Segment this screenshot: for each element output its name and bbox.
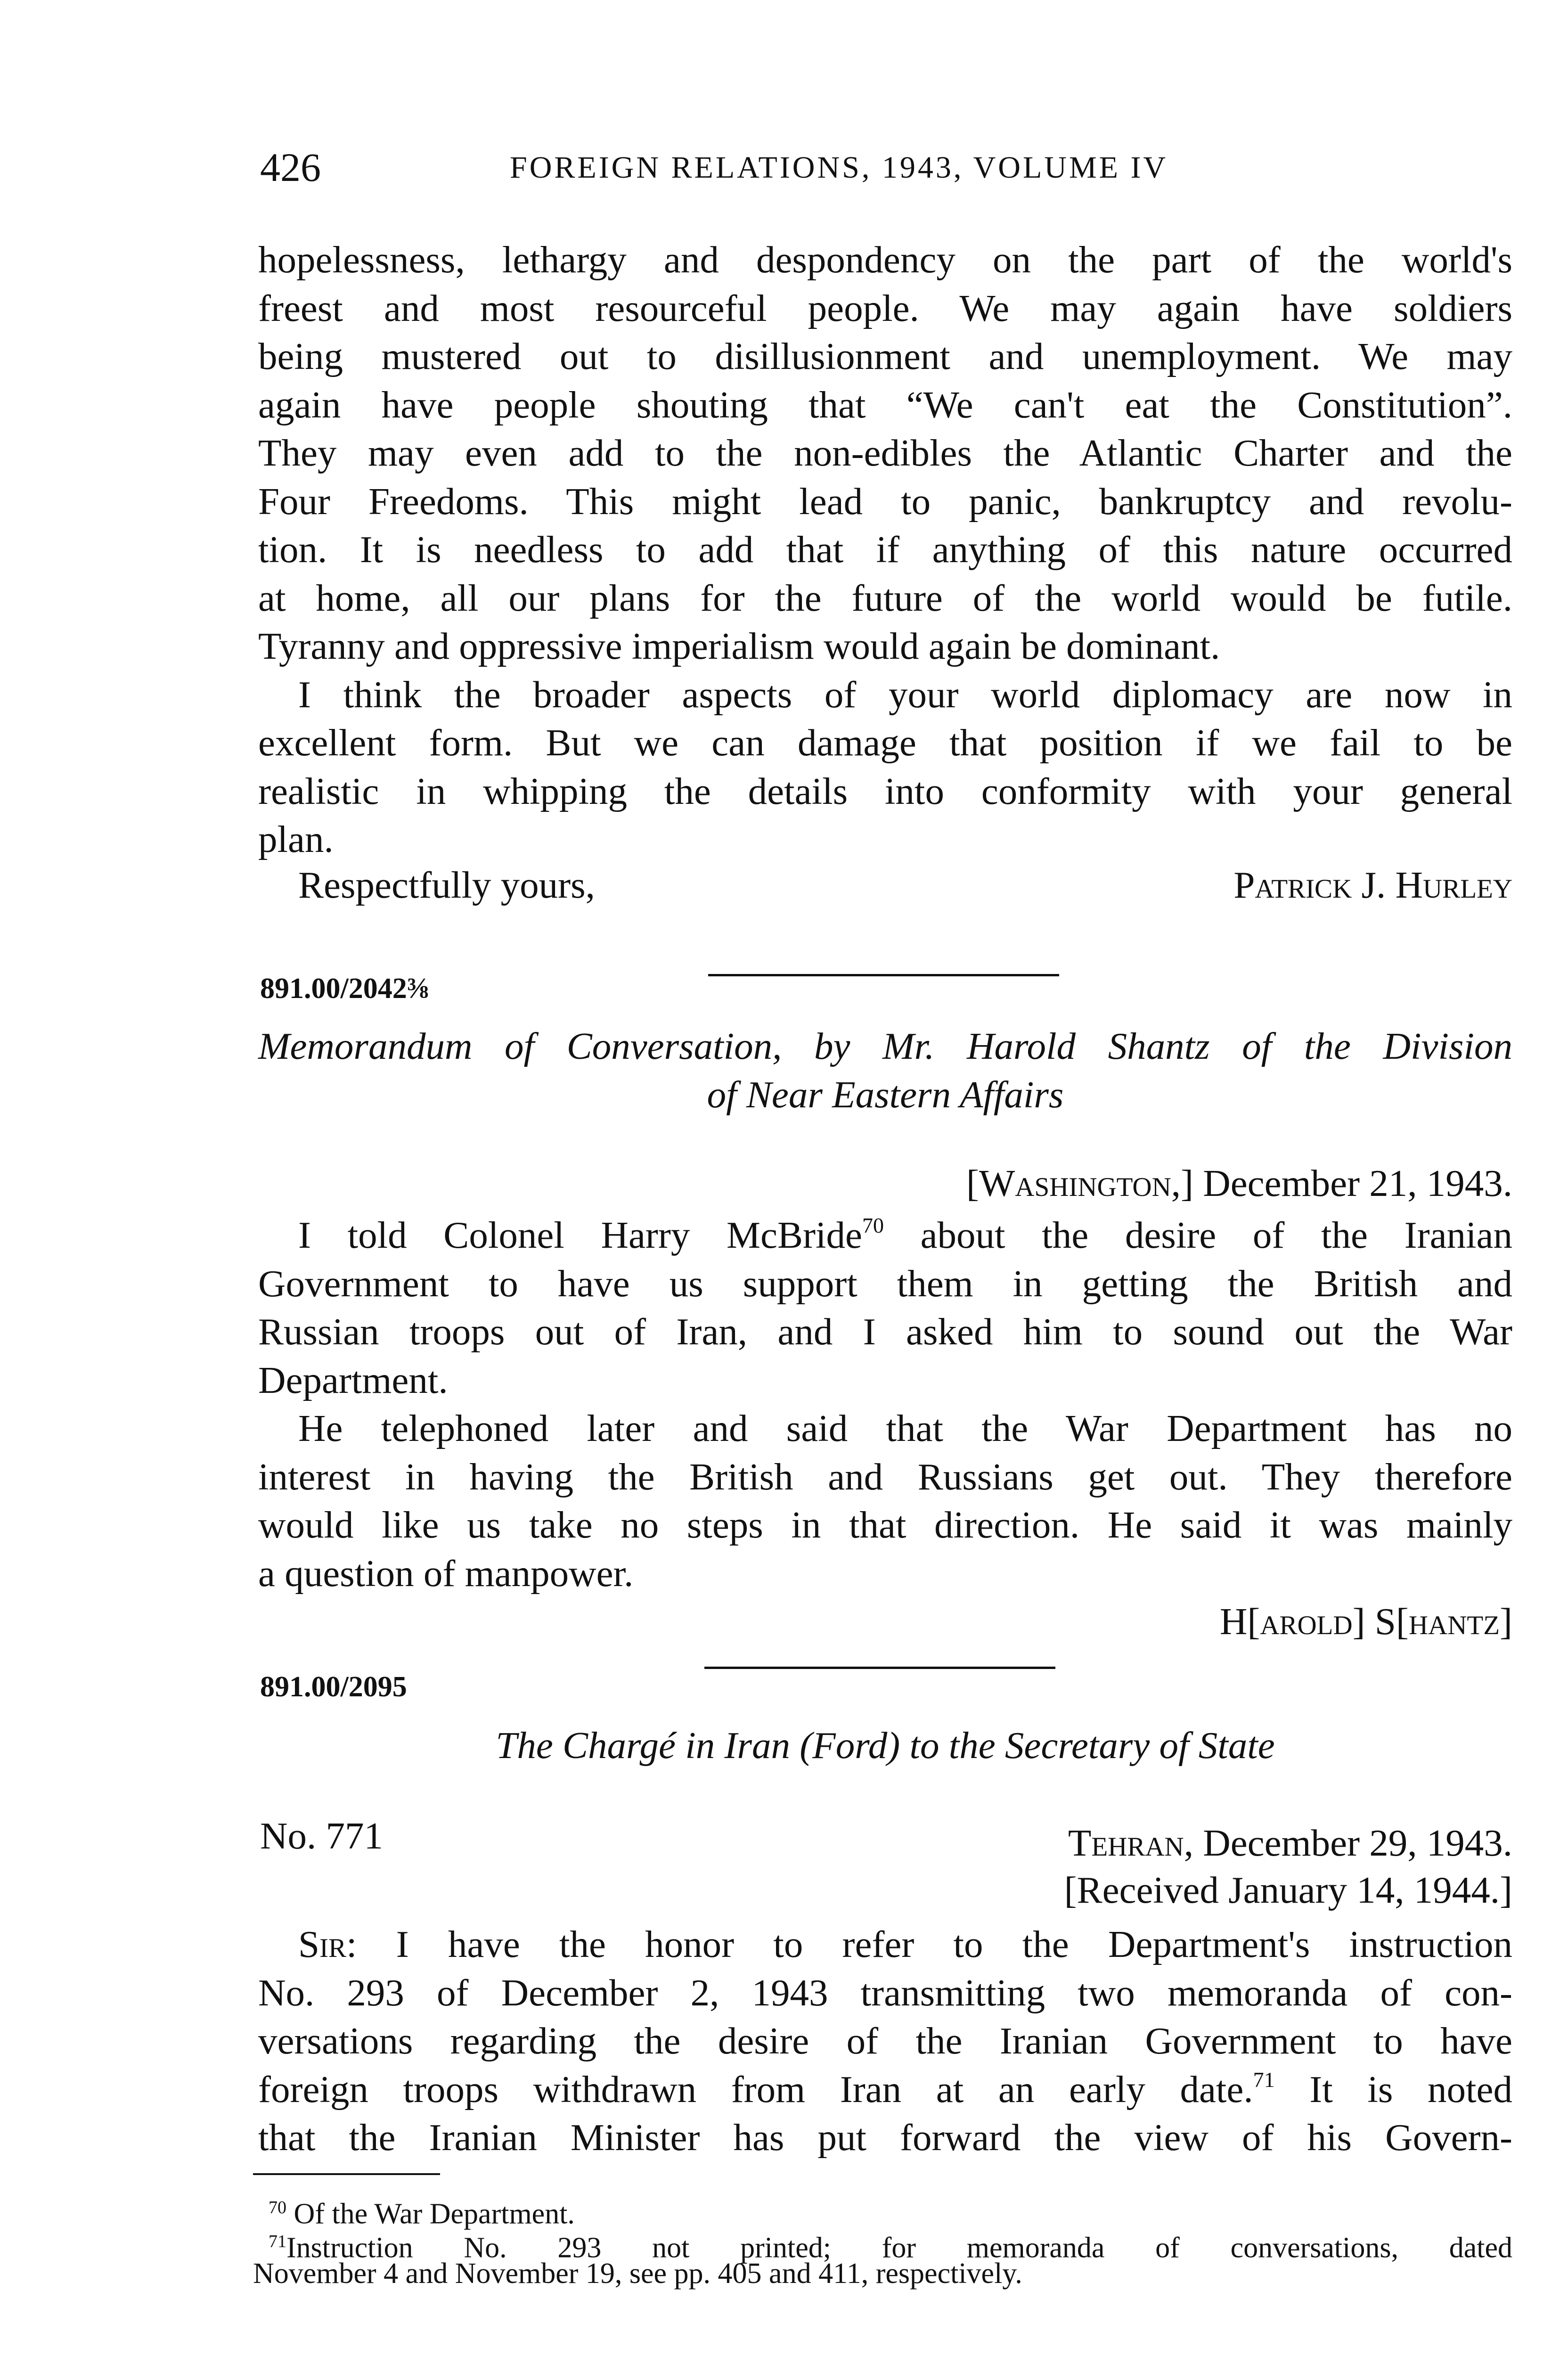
text-line: No. 293 of December 2, 1943 transmitting two memoranda of con- xyxy=(258,1971,1512,2014)
document-title: Memorandum of Conversation, by Mr. Harold Shantz of the Division xyxy=(258,1025,1512,1067)
memo-body xyxy=(258,1211,1512,1597)
file-number: 891.00/2095 xyxy=(260,1671,407,1703)
text-line: I think the broader aspects of your world diplomacy are now in xyxy=(298,673,1512,716)
received-date: [Received January 14, 1944.] xyxy=(1064,1869,1512,1911)
divider xyxy=(704,1667,1055,1669)
file-number: 891.00/2042⅜ xyxy=(260,973,429,1005)
text-line: tion. It is needless to add that if anything of this nature occurred xyxy=(258,528,1512,571)
footnote-ref: 70 xyxy=(862,1213,884,1237)
closing: Respectfully yours, xyxy=(298,864,595,906)
text-line: plan. xyxy=(258,818,334,860)
text-line: Sir: I have the honor to refer to the Department's instruction xyxy=(298,1923,1513,1965)
text-line: at home, all our plans for the future of the world would be futile. xyxy=(258,576,1512,619)
text-line: He telephoned later and said that the War Department has no xyxy=(298,1407,1512,1449)
text-line: being mustered out to disillusionment and unemployment. We may xyxy=(258,335,1512,377)
text-line: again have people shouting that “We can't eat the Constitution”. xyxy=(258,383,1512,426)
document-number: No. 771 xyxy=(260,1815,383,1857)
running-title: FOREIGN RELATIONS, 1943, VOLUME IV xyxy=(510,150,1168,185)
page-number: 426 xyxy=(260,145,321,190)
text-line: foreign troops withdrawn from Iran at an early date.$^{71}$ It is noted xyxy=(258,2067,1512,2111)
text-line: Russian troops out of Iran, and I asked him to sound out the War xyxy=(258,1310,1512,1353)
footnote: $^{70}$ Of the War Department. xyxy=(269,2198,575,2230)
salutation: Sir: xyxy=(298,1923,357,1965)
text-line: hopelessness, lethargy and despondency on the part of the world's xyxy=(258,238,1512,281)
signature: H[arold] S[hantz] xyxy=(1219,1600,1512,1643)
text-line: interest in having the British and Russians get out. They therefore xyxy=(258,1455,1512,1498)
text-line: freest and most resourceful people. We may again have soldiers xyxy=(258,286,1512,329)
text-line: versations regarding the desire of the Iranian Government to have xyxy=(258,2020,1512,2062)
divider xyxy=(708,974,1059,976)
document-title: The Chargé in Iran (Ford) to the Secretary of State xyxy=(496,1724,1275,1767)
dateline xyxy=(966,1162,1512,1205)
document-title-cont: of Near Eastern Affairs xyxy=(707,1073,1064,1116)
text-line: that the Iranian Minister has put forward the view of his Govern- xyxy=(258,2116,1512,2159)
text-line: I told Colonel Harry McBride$^{70}$ about the desire of the Iranian xyxy=(298,1213,1513,1256)
date: December 29, 1943. xyxy=(1203,1822,1512,1864)
footnote: $^{71}$Instruction No. 293 not printed; for memoranda of conversations, dated xyxy=(269,2232,1512,2264)
text-line: a question of manpower. xyxy=(258,1552,634,1595)
signature: Patrick J. Hurley xyxy=(1233,864,1512,906)
date: December 21, 1943. xyxy=(1203,1162,1512,1204)
footnote-mark: 71 xyxy=(269,2232,286,2251)
dateline xyxy=(1068,1821,1512,1865)
despatch-body xyxy=(258,1920,1512,2162)
text-line: Department. xyxy=(258,1358,448,1401)
letter-body xyxy=(258,236,1512,864)
footnote-mark: 70 xyxy=(269,2198,286,2217)
place: [Washington,] xyxy=(966,1162,1193,1204)
text-line: Four Freedoms. This might lead to panic, bankruptcy and revolu- xyxy=(258,480,1512,523)
text-line: realistic in whipping the details into conformity with your general xyxy=(258,769,1512,812)
text-line: Tyranny and oppressive imperialism would again be dominant. xyxy=(258,625,1220,667)
footnote-divider xyxy=(253,2173,440,2175)
text-line: Government to have us support them in getting the British and xyxy=(258,1262,1512,1305)
text-line: excellent form. But we can damage that position if we fail to be xyxy=(258,721,1512,764)
place: Tehran, xyxy=(1068,1822,1193,1864)
text-line: They may even add to the non-edibles the Atlantic Charter and the xyxy=(258,432,1512,474)
text-line: would like us take no steps in that direction. He said it was mainly xyxy=(258,1504,1512,1546)
footnote-cont: November 4 and November 19, see pp. 405 and 411, respectively. xyxy=(253,2258,1022,2290)
footnote-ref: 71 xyxy=(1253,2067,1275,2092)
